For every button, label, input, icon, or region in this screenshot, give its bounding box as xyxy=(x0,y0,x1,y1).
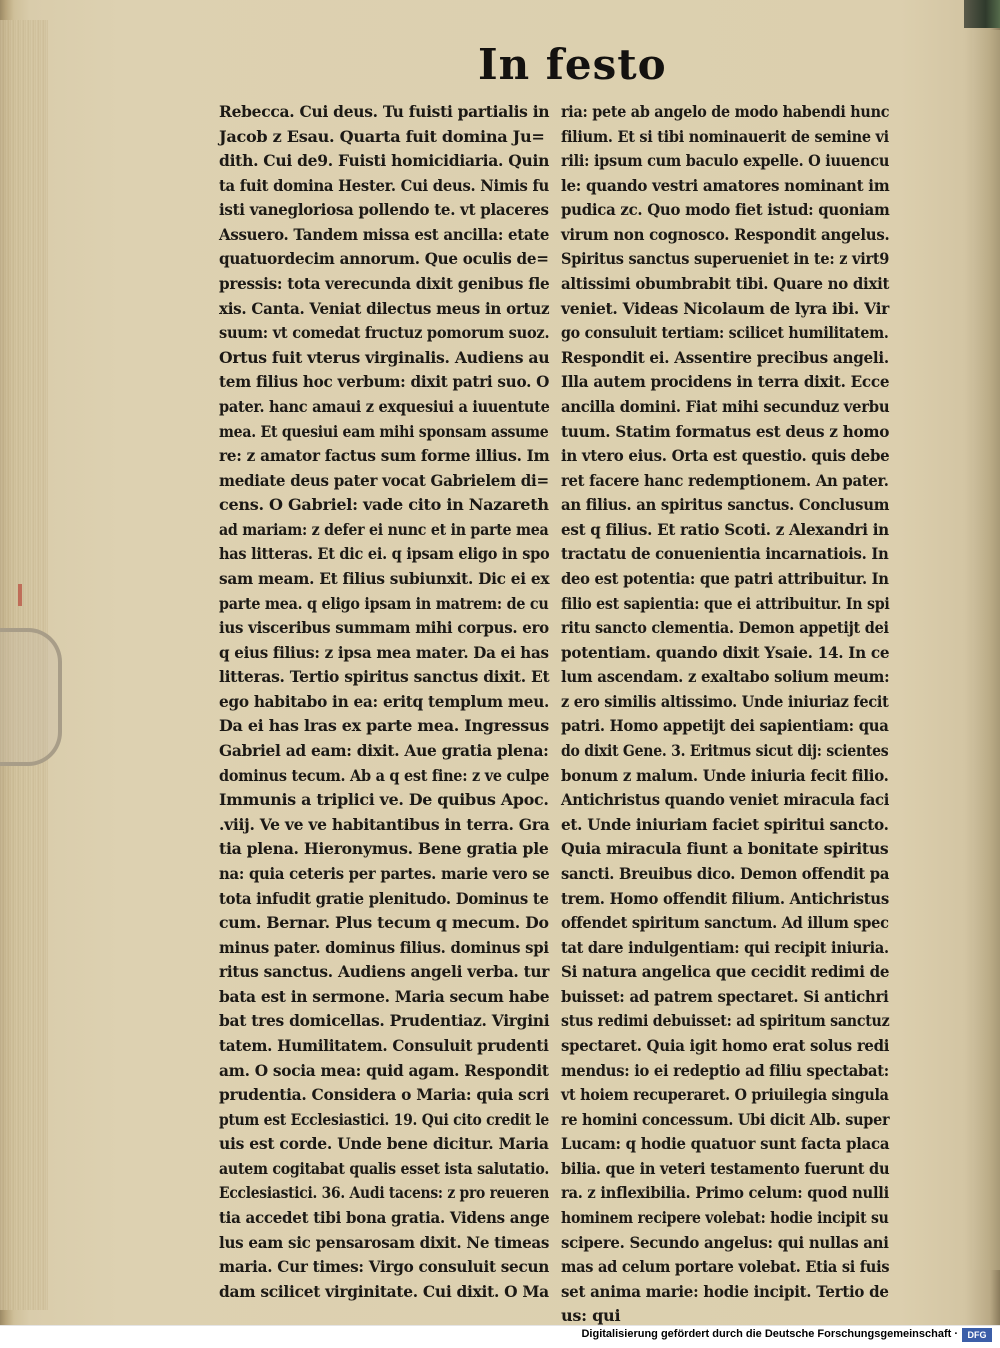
text-line: Ortus fuit vterus virginalis. Audiens au xyxy=(219,347,550,367)
text-line: prudentia. Considera o Maria: quia scri xyxy=(219,1085,550,1105)
footer-credit: Digitalisierung gefördert durch die Deutsche Forschungsgemeinschaft · xyxy=(581,1328,958,1340)
text-line: in vtero eius. Orta est questio. quis debe xyxy=(561,446,890,466)
text-line: has litteras. Et dic ei. q ipsam eligo in spo xyxy=(219,544,550,564)
text-line: trem. Homo offendit filium. Antichristus xyxy=(561,888,889,908)
text-line: scipere. Secundo angelus: qui nullas ani xyxy=(561,1232,889,1252)
text-line: tia plena. Hieronymus. Bene gratia ple xyxy=(219,839,549,859)
text-line: spectaret. Quia igit homo erat solus redi xyxy=(561,1035,890,1055)
binding-strap xyxy=(964,0,1000,28)
text-line: virum non cognosco. Respondit angelus. xyxy=(561,224,890,244)
text-line: us: qui xyxy=(561,1306,621,1326)
text-line: maria. Cur times: Virgo consuluit secun xyxy=(219,1257,550,1277)
text-line: Assuero. Tandem missa est ancilla: etate xyxy=(219,224,550,244)
text-line: tem filius hoc verbum: dixit patri suo. O xyxy=(219,372,550,392)
text-line: ancilla domini. Fiat mihi secunduz verbu xyxy=(561,396,890,416)
text-line: ra. z inflexibilia. Primo celum: quod nulli xyxy=(561,1183,889,1203)
text-line: Respondit ei. Assentire precibus angeli. xyxy=(561,347,889,367)
text-line: autem cogitabat qualis esset ista salutatio. xyxy=(219,1158,550,1178)
text-line: patri. Homo appetijt dei sapientiam: qua xyxy=(561,716,889,736)
text-line: ad mariam: z defer ei nunc et in parte mea xyxy=(219,519,549,539)
text-line: am. O socia mea: quid agam. Respondit xyxy=(219,1060,549,1080)
text-line: lus eam sic pensarosam dixit. Ne timeas xyxy=(219,1232,550,1252)
text-line: an filius. an spiritus sanctus. Conclusum xyxy=(561,495,890,515)
text-line: lum ascendam. z exaltabo solium meum: xyxy=(561,667,890,687)
text-line: le: quando vestri amatores nominant im xyxy=(561,175,890,195)
text-line: ius visceribus summam mihi corpus. ero xyxy=(219,618,549,638)
text-line: set anima marie: hodie incipit. Tertio de xyxy=(561,1281,889,1301)
text-line: Gabriel ad eam: dixit. Aue gratia plena: xyxy=(219,741,549,761)
text-line: potentiam. quando dixit Ysaie. 14. In ce xyxy=(561,642,890,662)
text-line: uis est corde. Unde bene dicitur. Maria xyxy=(219,1134,549,1154)
text-line: ria: pete ab angelo de modo habendi hunc xyxy=(561,102,890,121)
text-line: dominus tecum. Ab a q est fine: z ve culpe xyxy=(219,765,550,785)
text-line: vt hoiem recuperaret. O priuilegia singula xyxy=(561,1085,889,1105)
text-line: .viij. Ve ve ve habitantibus in terra. Gra xyxy=(219,814,550,834)
text-line: mendus: io ei redeptio ad filiu spectabat: xyxy=(561,1060,889,1080)
text-line: Jacob z Esau. Quarta fuit domina Ju= xyxy=(219,126,545,146)
text-line: quatuordecim annorum. Que oculis de= xyxy=(219,249,549,269)
text-line: bilia. que in veteri testamento fuerunt du xyxy=(561,1158,890,1178)
right-column xyxy=(561,100,889,1329)
text-line: tia accedet tibi bona gratia. Videns ange xyxy=(219,1208,550,1228)
text-line: veniet. Videas Nicolaum de lyra ibi. Vir xyxy=(561,298,890,318)
dfg-logo: DFG xyxy=(962,1328,992,1342)
text-line: mea. Et quesiui eam mihi sponsam assume xyxy=(219,421,549,441)
text-line: pater. hanc amaui z exquesiui a iuuentute xyxy=(219,396,550,416)
text-line: tatem. Humilitatem. Consuluit prudenti xyxy=(219,1035,549,1055)
text-line: tota infudit gratie plenitudo. Dominus te xyxy=(219,888,549,908)
text-line: Spiritus sanctus superueniet in te: z virt9 xyxy=(561,249,890,269)
text-line: bonum z malum. Unde iniuria fecit filio. xyxy=(561,765,889,785)
text-line: ego habitabo in ea: eritq templum meu. xyxy=(219,691,550,711)
text-line: z ero similis altissimo. Unde iniuriaz fecit xyxy=(561,691,889,711)
text-line: cens. O Gabriel: vade cito in Nazareth xyxy=(219,495,549,515)
text-line: filium. Et si tibi nominauerit de semine vi xyxy=(561,126,889,146)
text-line: litteras. Tertio spiritus sanctus dixit. Et xyxy=(219,667,550,687)
text-line: Si natura angelica que cecidit redimi de xyxy=(561,962,890,982)
text-line: minus pater. dominus filius. dominus spi xyxy=(219,937,549,957)
left-column xyxy=(219,100,549,1304)
neighbor-page-edge xyxy=(972,30,1000,1270)
text-line: xis. Canta. Veniat dilectus meus in ortuz xyxy=(219,298,550,318)
text-line: Quia miracula fiunt a bonitate spiritus xyxy=(561,839,889,859)
book-clasp xyxy=(0,628,62,766)
text-line: pressis: tota verecunda dixit genibus fle xyxy=(219,274,550,294)
text-line: Ecclesiastici. 36. Audi tacens: z pro reueren xyxy=(219,1183,550,1203)
text-line: do dixit Gene. 3. Eritmus sicut dij: scientes xyxy=(561,741,889,761)
text-line: na: quia ceteris per partes. marie vero se xyxy=(219,863,550,883)
page-title: In festo xyxy=(478,40,667,89)
text-line: altissimi obumbrabit tibi. Quare no dixit xyxy=(561,274,890,294)
text-line: Lucam: q hodie quatuor sunt facta placa xyxy=(561,1134,890,1154)
text-line: q eius filius: z ipsa mea mater. Da ei has xyxy=(219,642,549,662)
text-line: go consuluit tertiam: scilicet humilitatem. xyxy=(561,323,889,343)
text-line: bata est in sermone. Maria secum habe xyxy=(219,986,550,1006)
text-line: rili: ipsum cum baculo expelle. O iuuencu xyxy=(561,151,890,171)
text-line: et. Unde iniuriam faciet spiritui sancto. xyxy=(561,814,889,834)
rubric-mark xyxy=(18,584,22,606)
text-line: pudica zc. Quo modo fiet istud: quoniam xyxy=(561,200,890,220)
text-line: buisset: ad patrem spectaret. Si antichri xyxy=(561,986,889,1006)
text-line: tractatu de conuenientia incarnatiois. In xyxy=(561,544,889,564)
text-line: est q filius. Et ratio Scoti. z Alexandri in xyxy=(561,519,889,539)
text-line: isti vanegloriosa pollendo te. vt placeres xyxy=(219,200,549,220)
text-line: Da ei has lras ex parte mea. Ingressus xyxy=(219,716,549,736)
text-line: ritu sancto clementia. Demon appetijt dei xyxy=(561,618,889,638)
text-line: cum. Bernar. Plus tecum q mecum. Do xyxy=(219,913,549,933)
text-line: Antichristus quando veniet miracula faci xyxy=(561,790,890,810)
text-line: offendet spiritum sanctum. Ad illum spec xyxy=(561,913,889,933)
text-line: ptum est Ecclesiastici. 19. Qui cito credit le xyxy=(219,1109,550,1129)
text-line: tuum. Statim formatus est deus z homo xyxy=(561,421,890,441)
text-line: ritus sanctus. Audiens angeli verba. tur xyxy=(219,962,550,982)
text-line: ret facere hanc redemptionem. An pater. xyxy=(561,470,889,490)
text-line: Immunis a triplici ve. De quibus Apoc. xyxy=(219,790,549,810)
text-line: deo est potentia: que patri attribuitur. In xyxy=(561,568,889,588)
text-line: Illa autem procidens in terra dixit. Ecce xyxy=(561,372,890,392)
text-line: tat dare indulgentiam: qui recipit iniuria. xyxy=(561,937,889,957)
text-line: parte mea. q eligo ipsam in matrem: de cu xyxy=(219,593,549,613)
text-line: dam scilicet virginitate. Cui dixit. O Ma xyxy=(219,1281,549,1301)
text-line: dith. Cui de9. Fuisti homicidiaria. Quin xyxy=(219,151,550,171)
text-line: sancti. Breuibus dico. Demon offendit pa xyxy=(561,863,890,883)
text-line: re: z amator factus sum forme illius. Im xyxy=(219,446,550,466)
text-line: Rebecca. Cui deus. Tu fuisti partialis in xyxy=(219,102,550,121)
text-line: ta fuit domina Hester. Cui deus. Nimis fu xyxy=(219,175,550,195)
text-line: suum: vt comedat fructuz pomorum suoz. xyxy=(219,323,550,343)
text-line: re homini concessum. Ubi dicit Alb. super xyxy=(561,1109,890,1129)
text-line: filio est sapientia: que ei attribuitur. In spi xyxy=(561,593,890,613)
text-line: sam meam. Et filius subiunxit. Dic ei ex xyxy=(219,568,550,588)
text-line: hominem recipere volebat: hodie incipit su xyxy=(561,1208,889,1228)
text-line: mas ad celum portare volebat. Etia si fuis xyxy=(561,1257,890,1277)
text-line: stus redimi debuisset: ad spiritum sanctuz xyxy=(561,1011,890,1031)
text-line: bat tres domicellas. Prudentiaz. Virgini xyxy=(219,1011,550,1031)
text-line: mediate deus pater vocat Gabrielem di= xyxy=(219,470,549,490)
